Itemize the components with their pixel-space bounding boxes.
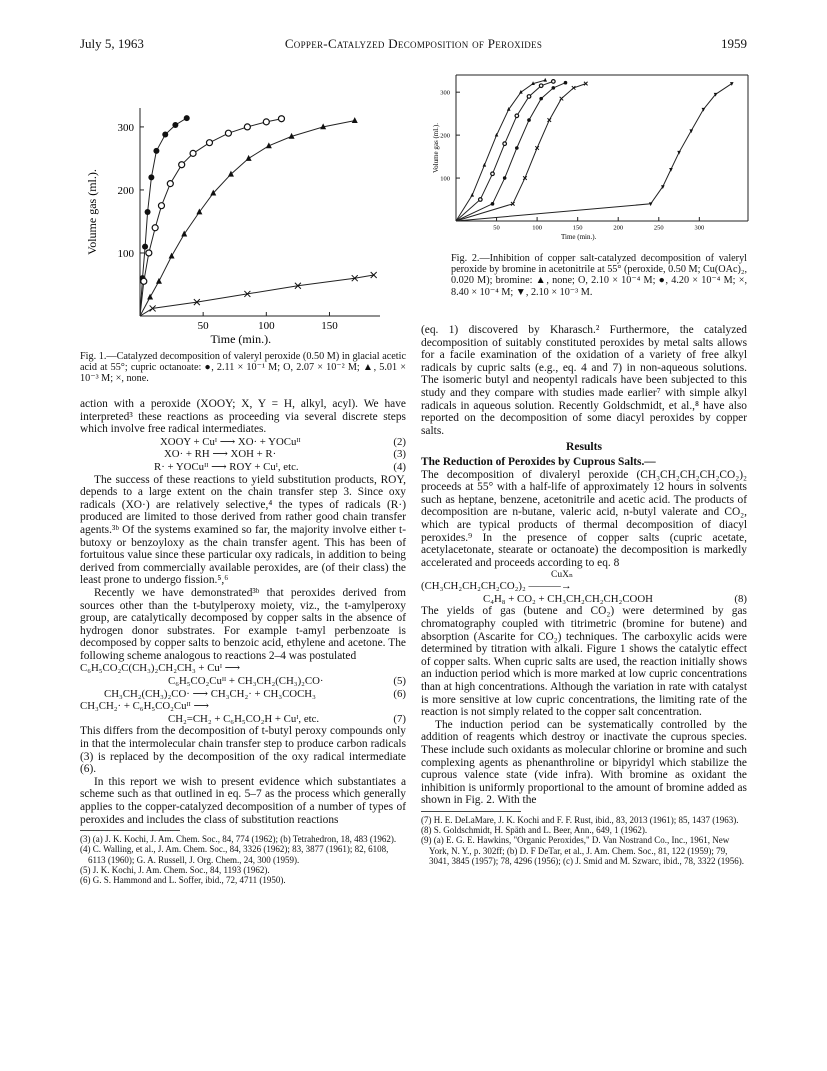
equation-7a bbox=[80, 700, 406, 713]
footnote: (8) S. Goldschmidt, H. Späth and L. Beer, Ann., 649, 1 (1962). bbox=[421, 825, 648, 836]
equation-7b bbox=[80, 713, 406, 726]
paragraph: action with a peroxide (XOOY; X, Y = H, alkyl, acyl). We have interpreted³ these reactions as proceeding via several discrete steps which involve free radical intermediates. bbox=[80, 398, 406, 436]
x-tick-label: 200 bbox=[613, 224, 624, 232]
data-point-open-circle bbox=[515, 114, 519, 118]
x-tick-label: 150 bbox=[321, 320, 338, 332]
data-point-triangle bbox=[156, 278, 162, 284]
data-point-open-circle bbox=[206, 140, 212, 146]
equation-3 bbox=[160, 448, 406, 461]
header-date: July 5, 1963 bbox=[80, 36, 144, 51]
data-point-filled-circle bbox=[552, 86, 556, 90]
equation-text: C₆H₅CO₂C(CH₃)₂CH₂CH₃ + Cuᴵ ⟶ bbox=[80, 662, 241, 675]
equation-5b bbox=[80, 675, 406, 688]
data-point-filled-circle bbox=[148, 174, 154, 180]
data-point-triangle bbox=[246, 155, 252, 161]
y-tick-label: 300 bbox=[440, 89, 450, 97]
y-tick-label: 200 bbox=[440, 132, 450, 140]
data-point-filled-circle bbox=[184, 115, 190, 121]
data-point-filled-circle bbox=[142, 244, 148, 250]
data-point-open-circle bbox=[491, 172, 495, 176]
series-line bbox=[456, 84, 586, 221]
figure-1-caption: Fig. 1.—Catalyzed decomposition of valeryl peroxide (0.50 M) in glacial acetic acid at 55°; cupric octanoate: ●, 2.11 × 10⁻¹ M; O, 2.07 × 10⁻² M; ▲, 5.01 × 10⁻³ M; ×, none. bbox=[80, 351, 406, 385]
section-heading-results: Results bbox=[565, 440, 603, 454]
header-page-number: 1959 bbox=[721, 36, 747, 51]
equation-text: CuXₙ bbox=[551, 570, 574, 581]
equation-6 bbox=[80, 688, 406, 701]
footnote: (4) C. Walling, et al., J. Am. Chem. Soc., 84, 3326 (1962); 83, 3877 (1961); 82, 6108, 6113 (1960); G. A. Russell, J. Org. Chem., 24, 300 (1959). bbox=[80, 844, 389, 865]
data-point-open-circle bbox=[552, 80, 556, 84]
equation-text: C₆H₅CO₂Cuᴵᴵ + CH₃CH₂(CH₃)₂CO· bbox=[168, 675, 324, 688]
series-line bbox=[140, 119, 282, 316]
data-point-filled-circle bbox=[162, 131, 168, 137]
data-point-filled-circle bbox=[503, 176, 507, 180]
equation-2 bbox=[160, 436, 406, 449]
right-column bbox=[421, 324, 747, 866]
data-point-filled-circle bbox=[172, 122, 178, 128]
equation-text: CH₃CH₂· + C₆H₅CO₂Cuᴵᴵ ⟶ bbox=[80, 700, 209, 713]
x-axis-label: Time (min.). bbox=[210, 332, 272, 346]
equation-4 bbox=[154, 460, 406, 474]
series-line bbox=[456, 83, 566, 221]
figure-1-chart bbox=[80, 100, 380, 346]
footnotes-left bbox=[80, 834, 406, 885]
y-tick-label: 300 bbox=[117, 121, 134, 134]
data-point-filled-circle bbox=[153, 148, 159, 154]
paragraph: In this report we wish to present evidence which substantiates a scheme such as that outlined in eq. 5–7 as the process which generally applies to the copper-catalyzed decomposition of a number of types of peroxides and includes the class of substitution reactions bbox=[80, 775, 406, 826]
equation-number: (5) bbox=[393, 675, 406, 688]
header-title: Copper-Catalyzed Decomposition of Peroxides bbox=[284, 36, 543, 51]
x-tick-label: 100 bbox=[532, 224, 542, 232]
series-line bbox=[140, 275, 374, 316]
paragraph: The success of these reactions to yield substitution products, ROY, depends to a large extent on the chain transfer step 3. Since oxy radicals (XO·) are relatively selective,⁴ the types of radicals (R·) produced are limited to those derived from rather good chain transfer agents.³ᵇ Of the systems examined so far, the majority involve either t-butoxy or benzoyloxy as the chain transfer agent. This has been of fortuitous value since these particular oxy radicals, in addition to being derived from commercially available peroxides, are (of their class) the least prone to undergo fission.⁵,⁶ bbox=[80, 473, 406, 587]
equation-8a bbox=[421, 580, 747, 593]
series-line bbox=[456, 80, 545, 221]
figure-2-caption: Fig. 2.—Inhibition of copper salt-catalyzed decomposition of valeryl peroxide by bromine in acetonitrile at 55° (peroxide, 0.50 M; Cu(OAc)₂, 0.020 M); bromine: ▲, none; O, 2.10 × 10⁻⁴ M; ●, 4.20 × 10⁻⁴ M; ×, 8.40 × 10⁻⁴ M; ▼, 2.10 × 10⁻³ M. bbox=[451, 253, 747, 298]
footnote-divider bbox=[80, 830, 180, 831]
equation-number: (8) bbox=[734, 592, 747, 605]
data-point-open-circle bbox=[225, 130, 231, 136]
footnote: (9) (a) E. G. E. Hawkins, "Organic Peroxides," D. Van Nostrand Co., Inc., 1961, New York, N. Y., p. 302ff; (b) D. F DeTar, et al., J. Am. Chem. Soc., 81, 122 (1959); 79, 3041, 3845 (1957); 78, 4296 (1956); (c) J. Smid and M. Szwarc, ibid., 78, 3322 (1956). bbox=[421, 835, 744, 866]
equation-5a bbox=[80, 662, 406, 675]
data-point-triangle bbox=[147, 294, 153, 300]
data-point-filled-circle bbox=[539, 97, 543, 101]
data-point-open-circle bbox=[167, 181, 173, 187]
x-axis-label: Time (min.). bbox=[560, 233, 597, 241]
y-axis-label: Volume gas (ml.). bbox=[85, 169, 99, 255]
series-line bbox=[456, 84, 732, 221]
data-point-open-circle bbox=[158, 203, 164, 209]
footnote: (7) H. E. DeLaMare, J. K. Kochi and F. F. Rust, ibid., 83, 2013 (1961); 85, 1437 (1963). bbox=[421, 814, 739, 825]
data-point-open-circle bbox=[263, 119, 269, 125]
equation-text: (CH₃CH₂CH₂CH₂CO₂)₂ ———→ bbox=[421, 580, 572, 593]
running-header bbox=[80, 36, 747, 54]
data-point-open-circle bbox=[179, 162, 185, 168]
equation-text: XOOY + Cuᴵ ⟶ XO· + YOCuᴵᴵ bbox=[160, 435, 301, 448]
data-point-open-circle bbox=[479, 198, 483, 202]
data-point-filled-circle bbox=[145, 209, 151, 215]
equation-number: (2) bbox=[393, 435, 406, 448]
data-point-filled-circle bbox=[515, 146, 519, 150]
data-point-triangle bbox=[169, 253, 175, 259]
equation-number: (7) bbox=[393, 712, 406, 725]
paragraph: The induction period can be systematically controlled by the addition of reagents which destroy or inactivate the cuprous species. These include such oxidants as molecular chlorine or bromine and such complexing agents as phenanthroline or bipyridyl which stabilize the cuprous valence state (vide infra). With bromine as oxidant the inhibition is uniformly proportional to the amount of bromine added as shown in Fig. 2. With the bbox=[421, 718, 747, 807]
data-point-triangle bbox=[228, 171, 234, 177]
figure-2-chart bbox=[430, 65, 750, 245]
equation-text: R· + YOCuᴵᴵ ⟶ ROY + Cuᴵ, etc. bbox=[154, 460, 299, 473]
footnote-divider bbox=[421, 811, 521, 812]
data-point-open-circle bbox=[190, 150, 196, 156]
left-column bbox=[80, 398, 406, 885]
paragraph: The decomposition of divaleryl peroxide (CH₃CH₂CH₂CH₂CO₂)₂ proceeds at 55° with a half-life of approximately 12 hours in solvents such as heptane, benzene, acetonitrile and acetic acid. The products of decomposition are n-butane, valeric acid, n-butyl valerate and CO₂, which are typical products of thermal decomposition of diacyl peroxides.⁹ In the presence of copper salts (cupric acetate, acetylacetonate, stearate or octanoate) the decomposition is markedly accelerated and proceeds according to eq. 8 bbox=[421, 468, 747, 569]
equation-text: CH₃CH₂(CH₃)₂CO· ⟶ CH₃CH₂· + CH₃COCH₃ bbox=[104, 687, 316, 700]
equation-text: CH₂=CH₂ + C₆H₅CO₂H + Cuᴵ, etc. bbox=[168, 712, 320, 725]
y-tick-label: 100 bbox=[117, 247, 134, 260]
equation-8b bbox=[421, 593, 747, 606]
paragraph: (eq. 1) discovered by Kharasch.² Furthermore, the catalyzed decomposition of suitably constituted peroxides by metal salts allows for a facile examination of the oxidation of a variety of free alkyl radicals by cupric salts (e.g., eq. 4 and 7) in non-aqueous solutions. The isomeric butyl and neopentyl radicals have been subjected to this study and they compare with studies made earlier⁷ with simple alkyl radicals in aqueous solution. Recently Goldschmidt, et al.,⁸ have also reported on the decomposition of some diacyl peroxides by copper salts. bbox=[421, 324, 747, 437]
equation-text: C₄H₈ + CO₂ + CH₃CH₂CH₂CH₂COOH bbox=[483, 592, 653, 605]
y-tick-label: 200 bbox=[117, 184, 134, 197]
x-tick-label: 100 bbox=[258, 320, 275, 332]
x-tick-label: 50 bbox=[197, 320, 209, 332]
y-axis-label: Volume gas (ml.). bbox=[432, 122, 440, 174]
paragraph: This differs from the decomposition of t-butyl peroxy compounds only in that the intermolecular chain transfer step to produce carbon radicals (3) is replaced by the decomposition of the oxy radical intermediate (6). bbox=[80, 725, 406, 776]
data-point-open-circle bbox=[278, 116, 284, 122]
data-point-filled-circle bbox=[564, 81, 568, 85]
data-point-open-circle bbox=[503, 142, 507, 146]
equation-number: (6) bbox=[393, 687, 406, 700]
y-tick-label: 100 bbox=[440, 175, 450, 183]
data-point-open-circle bbox=[152, 225, 158, 231]
footnote: (6) G. S. Hammond and L. Soffer, ibid., 72, 4711 (1950). bbox=[80, 875, 286, 885]
figure-2-plot-area bbox=[432, 75, 748, 241]
series-line bbox=[140, 118, 187, 316]
footnote: (3) (a) J. K. Kochi, J. Am. Chem. Soc., 84, 774 (1962); (b) Tetrahedron, 18, 483 (1962). bbox=[80, 834, 397, 845]
data-point-open-circle bbox=[244, 124, 250, 130]
x-tick-label: 250 bbox=[653, 224, 664, 232]
equation-number: (3) bbox=[393, 448, 406, 461]
paragraph: The yields of gas (butene and CO₂) were determined by gas chromatography coupled with titrimetric (bromine for butene) and absorption (Ascarite for CO₂) techniques. The carboxylic acids were determined by titration with alkali. Figure 1 shows the catalytic effect of copper salts. When cupric salts are used, the reaction initially shows an induction period which is more marked at low cupric concentrations than at high concentrations. Although the variation in rate with catalyst is more sensitive at low cupric concentrations, the limiting rate of the reaction is not simply related to the copper salt concentration. bbox=[421, 605, 747, 719]
data-point-open-circle bbox=[539, 84, 543, 88]
x-tick-label: 50 bbox=[493, 224, 500, 232]
equation-number: (4) bbox=[393, 460, 406, 473]
data-point-open-circle bbox=[146, 250, 152, 256]
data-point-open-circle bbox=[141, 278, 147, 284]
data-point-triangle bbox=[352, 117, 358, 123]
equation-8-catalyst bbox=[421, 569, 747, 580]
figure-1-plot-area bbox=[85, 108, 380, 346]
data-point-open-circle bbox=[527, 95, 531, 99]
footnote: (5) J. K. Kochi, J. Am. Chem. Soc., 84, 1193 (1962). bbox=[80, 864, 270, 875]
footnotes-right bbox=[421, 815, 747, 866]
data-point-triangle bbox=[470, 193, 474, 197]
equation-text: XO· + RH ⟶ XOH + R· bbox=[164, 448, 277, 461]
x-tick-label: 150 bbox=[572, 224, 583, 232]
x-tick-label: 300 bbox=[694, 224, 705, 232]
data-point-filled-circle bbox=[491, 202, 495, 206]
series-line bbox=[140, 121, 355, 316]
paragraph: Recently we have demonstrated³ᵇ that peroxides derived from sources other than the t-butylperoxy moiety, viz., the t-amylperoxy group, are catalytically decomposed by copper salts in the absence of hydrogen donor substrates. For example t-amyl perbenzoate is decomposed by copper salts to benzoic acid, ethylene and acetone. The following scheme analogous to reactions 2–4 was postulated bbox=[80, 586, 406, 662]
subsection-heading: The Reduction of Peroxides by Cuprous Salts.— bbox=[421, 455, 656, 468]
data-point-triangle bbox=[543, 78, 547, 82]
data-point-filled-circle bbox=[527, 118, 531, 122]
